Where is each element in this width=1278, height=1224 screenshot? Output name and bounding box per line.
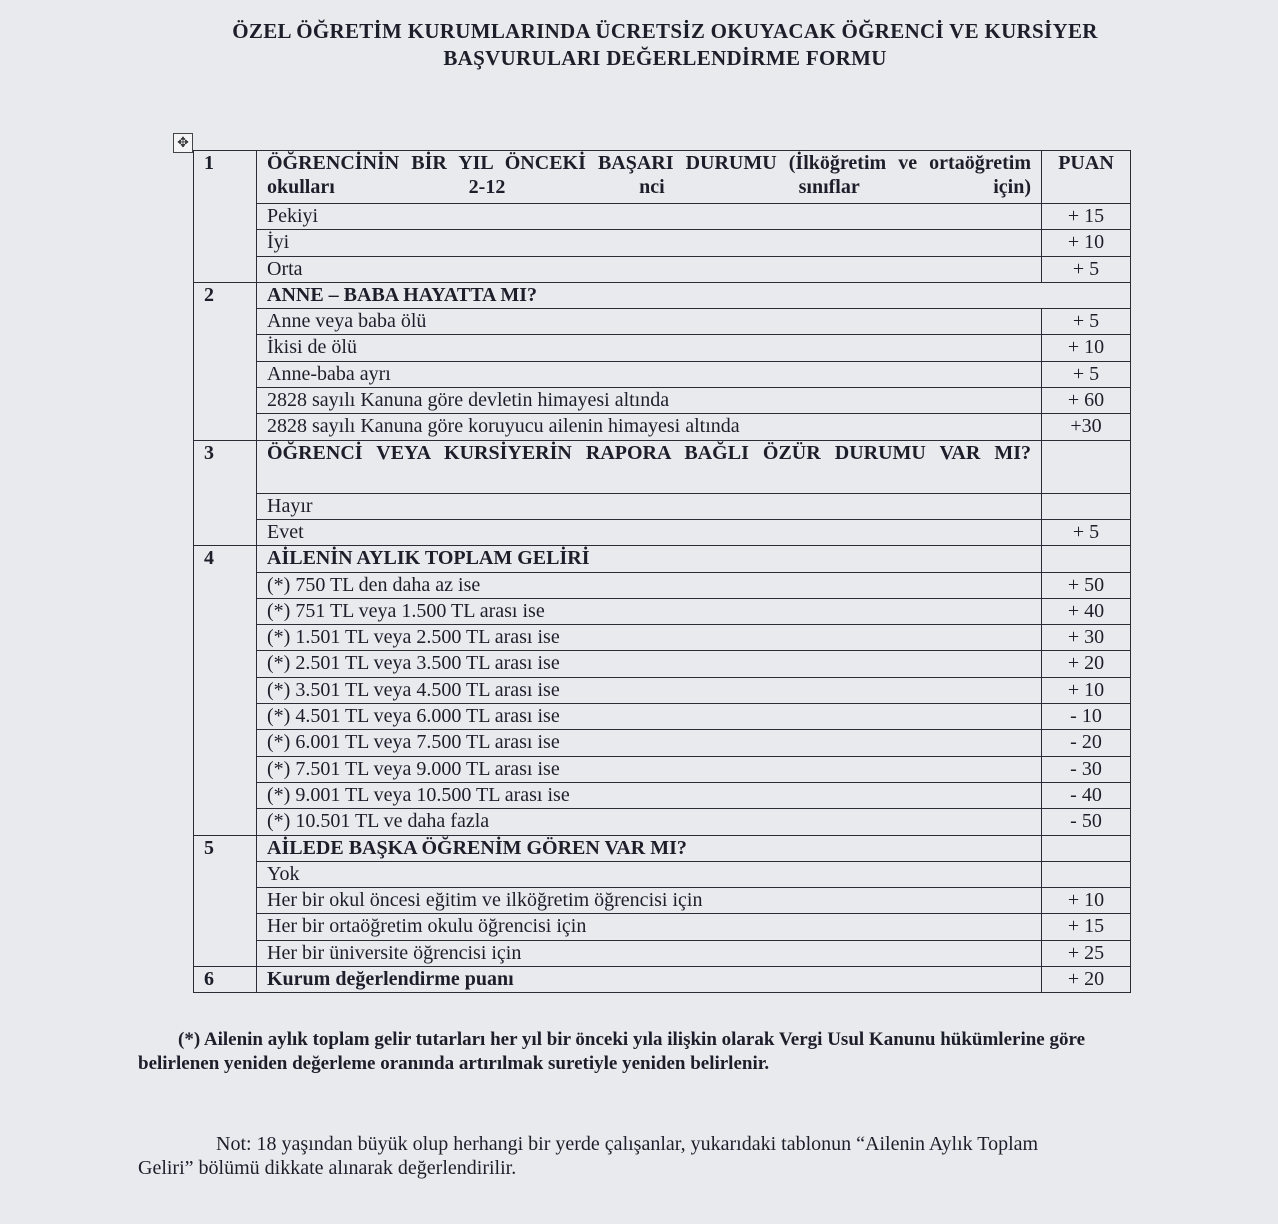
row-points: + 5	[1042, 361, 1131, 387]
table-row	[194, 414, 1131, 440]
row-points: +30	[1042, 414, 1131, 440]
row-points: + 15	[1042, 204, 1131, 230]
row-label: Her bir ortaöğretim okulu öğrencisi için	[257, 914, 1042, 940]
row-points: + 10	[1042, 335, 1131, 361]
row-label: İyi	[257, 230, 1042, 256]
row-label: Anne-baba ayrı	[257, 361, 1042, 387]
row-points: + 20	[1042, 967, 1131, 993]
section-number: 5	[194, 835, 257, 966]
form-title-line-2: BAŞVURULARI DEĞERLENDİRME FORMU	[443, 46, 887, 70]
table-row	[194, 361, 1131, 387]
row-points: + 5	[1042, 519, 1131, 545]
table-row	[194, 572, 1131, 598]
row-label: Orta	[257, 256, 1042, 282]
table-row	[194, 967, 1131, 993]
row-points: + 15	[1042, 914, 1131, 940]
row-points	[1042, 861, 1131, 887]
row-points: + 40	[1042, 598, 1131, 624]
row-points	[1042, 493, 1131, 519]
footnote-line-2: belirlenen yeniden değerleme oranında artırılmak suretiyle yeniden belirlenir.	[138, 1053, 770, 1074]
table-row	[194, 756, 1131, 782]
section-number: 2	[194, 282, 257, 440]
row-points: + 10	[1042, 677, 1131, 703]
row-label: (*) 10.501 TL ve daha fazla	[257, 809, 1042, 835]
table-row	[194, 704, 1131, 730]
row-points: - 20	[1042, 730, 1131, 756]
form-title-line-1: ÖZEL ÖĞRETİM KURUMLARINDA ÜCRETSİZ OKUYACAK ÖĞRENCİ VE KURSİYER	[232, 19, 1098, 43]
row-points: + 25	[1042, 940, 1131, 966]
row-points: + 30	[1042, 625, 1131, 651]
table-row	[194, 940, 1131, 966]
row-points: - 40	[1042, 782, 1131, 808]
section-number: 1	[194, 151, 257, 283]
table-row	[194, 598, 1131, 624]
row-label: Anne veya baba ölü	[257, 309, 1042, 335]
row-points: + 10	[1042, 888, 1131, 914]
row-label: Evet	[257, 519, 1042, 545]
table-move-icon[interactable]: ✥	[173, 133, 193, 153]
note	[138, 1132, 1198, 1180]
row-label: (*) 750 TL den daha az ise	[257, 572, 1042, 598]
row-points: + 50	[1042, 572, 1131, 598]
table-row	[194, 493, 1131, 519]
row-label: 2828 sayılı Kanuna göre devletin himayesi altında	[257, 388, 1042, 414]
row-label: İkisi de ölü	[257, 335, 1042, 361]
table-row	[194, 546, 1131, 572]
table-row	[194, 388, 1131, 414]
row-label: (*) 9.001 TL veya 10.500 TL arası ise	[257, 782, 1042, 808]
section-number: 3	[194, 440, 257, 546]
row-points	[1042, 440, 1131, 493]
row-points: + 20	[1042, 651, 1131, 677]
section-heading: AİLENİN AYLIK TOPLAM GELİRİ	[257, 546, 1042, 572]
table-row	[194, 440, 1131, 493]
footnote	[138, 1028, 1198, 1076]
table-row	[194, 677, 1131, 703]
row-label: (*) 3.501 TL veya 4.500 TL arası ise	[257, 677, 1042, 703]
row-label: Her bir üniversite öğrencisi için	[257, 940, 1042, 966]
row-label: (*) 1.501 TL veya 2.500 TL arası ise	[257, 625, 1042, 651]
section-heading: ÖĞRENCİNİN BİR YIL ÖNCEKİ BAŞARI DURUMU (İlköğretim ve ortaöğretim okulları 2-12 nci sınıflar için)	[257, 151, 1042, 204]
table-row	[194, 835, 1131, 861]
table-row	[194, 309, 1131, 335]
section-heading: AİLEDE BAŞKA ÖĞRENİM GÖREN VAR MI?	[257, 835, 1042, 861]
note-line-1: Not: 18 yaşından büyük olup herhangi bir yerde çalışanlar, yukarıdaki tablonun “Ailenin Aylık Toplam	[216, 1133, 1039, 1155]
row-label: (*) 2.501 TL veya 3.500 TL arası ise	[257, 651, 1042, 677]
row-label: Her bir okul öncesi eğitim ve ilköğretim öğrencisi için	[257, 888, 1042, 914]
table-row	[194, 256, 1131, 282]
evaluation-table	[193, 150, 1131, 993]
row-points: + 5	[1042, 309, 1131, 335]
table-row	[194, 230, 1131, 256]
row-label: 2828 sayılı Kanuna göre koruyucu ailenin himayesi altında	[257, 414, 1042, 440]
points-header: PUAN	[1042, 151, 1131, 204]
row-points	[1042, 546, 1131, 572]
table-row	[194, 730, 1131, 756]
form-title	[150, 18, 1180, 72]
section-number: 6	[194, 967, 257, 993]
row-label: (*) 6.001 TL veya 7.500 TL arası ise	[257, 730, 1042, 756]
row-points	[1042, 835, 1131, 861]
row-label: (*) 751 TL veya 1.500 TL arası ise	[257, 598, 1042, 624]
row-label: (*) 4.501 TL veya 6.000 TL arası ise	[257, 704, 1042, 730]
row-label: Yok	[257, 861, 1042, 887]
table-row	[194, 651, 1131, 677]
table-row	[194, 151, 1131, 204]
table-row	[194, 625, 1131, 651]
note-line-2: Geliri” bölümü dikkate alınarak değerlendirilir.	[138, 1157, 517, 1179]
table-row	[194, 888, 1131, 914]
section-number: 4	[194, 546, 257, 835]
section-heading: ANNE – BABA HAYATTA MI?	[257, 282, 1131, 308]
table-row	[194, 204, 1131, 230]
table-row	[194, 914, 1131, 940]
row-points: - 10	[1042, 704, 1131, 730]
row-points: - 30	[1042, 756, 1131, 782]
footnote-line-1: (*) Ailenin aylık toplam gelir tutarları her yıl bir önceki yıla ilişkin olarak Vergi Usul Kanunu hükümlerine göre	[178, 1029, 1085, 1050]
row-points: + 60	[1042, 388, 1131, 414]
table-row	[194, 782, 1131, 808]
row-label: (*) 7.501 TL veya 9.000 TL arası ise	[257, 756, 1042, 782]
row-points: + 5	[1042, 256, 1131, 282]
table-row	[194, 519, 1131, 545]
row-points: - 50	[1042, 809, 1131, 835]
row-points: + 10	[1042, 230, 1131, 256]
section-heading: Kurum değerlendirme puanı	[257, 967, 1042, 993]
section-heading: ÖĞRENCİ VEYA KURSİYERİN RAPORA BAĞLI ÖZÜR DURUMU VAR MI?	[257, 440, 1042, 493]
table-row	[194, 335, 1131, 361]
table-row	[194, 861, 1131, 887]
table-row	[194, 282, 1131, 308]
row-label: Pekiyi	[257, 204, 1042, 230]
row-label: Hayır	[257, 493, 1042, 519]
table-row	[194, 809, 1131, 835]
